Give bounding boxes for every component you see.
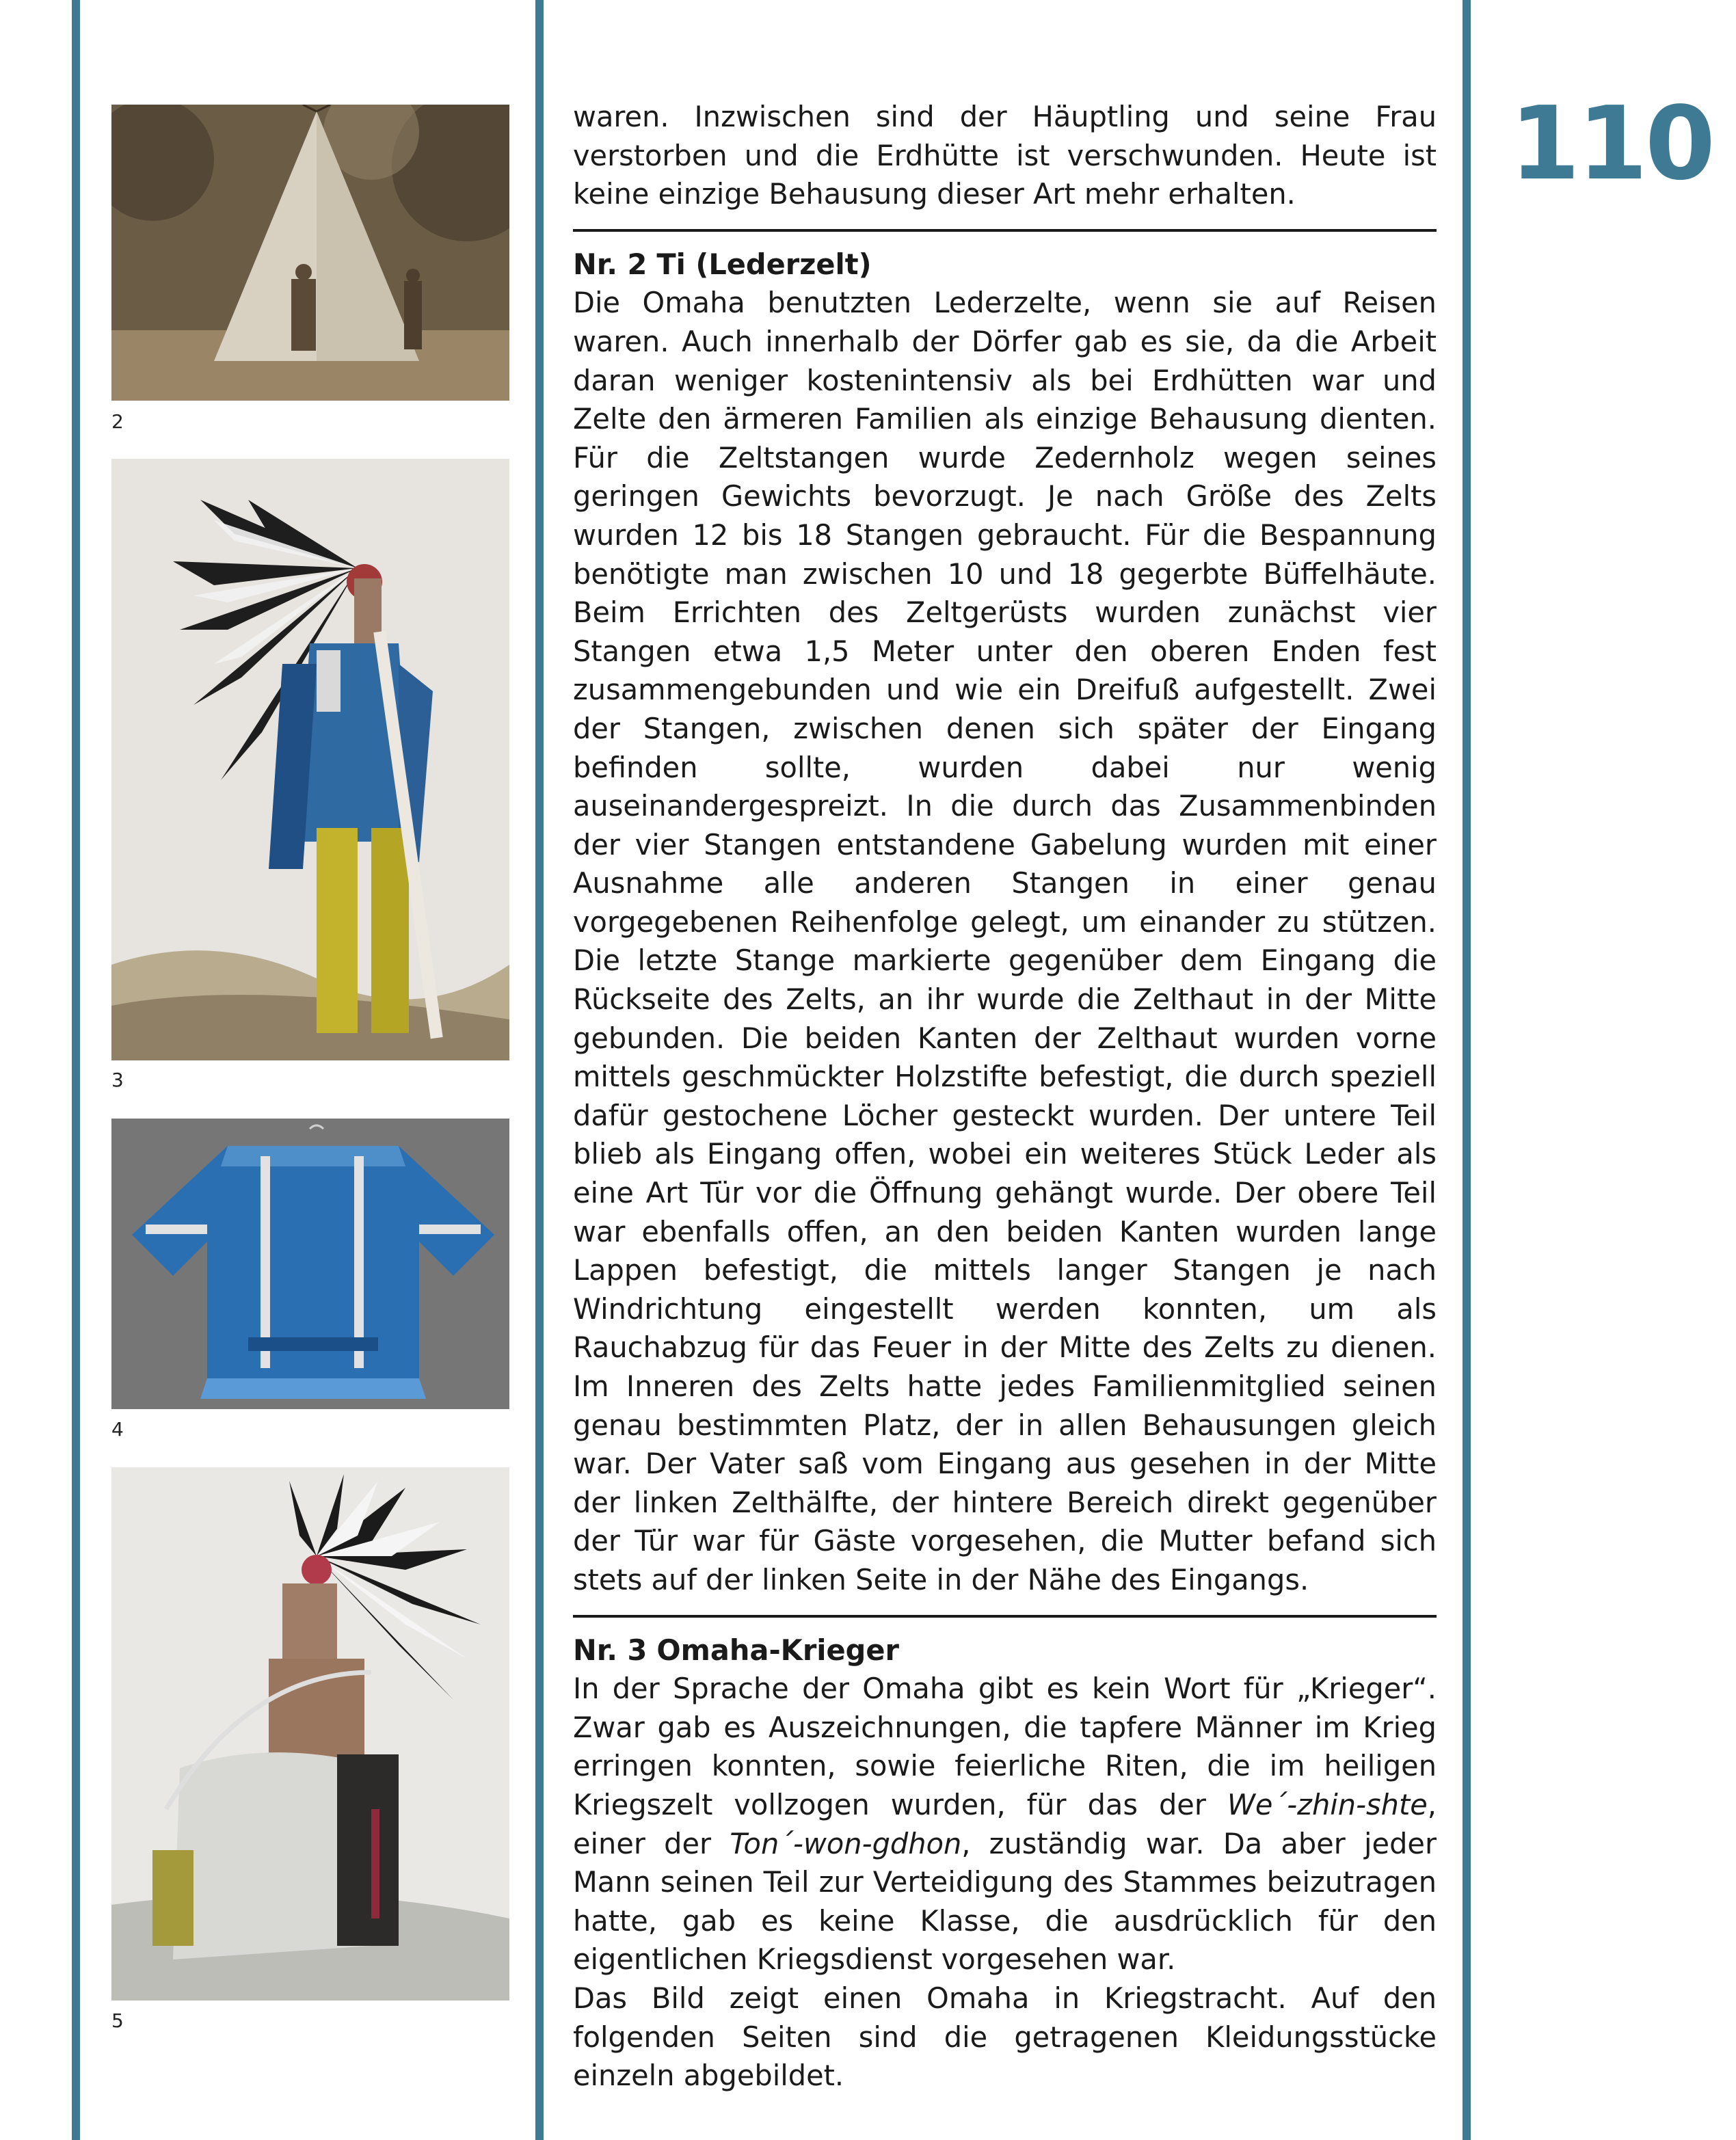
section-body	[573, 1670, 1437, 1979]
page-number: 110	[1510, 85, 1713, 202]
body-text: , einer der	[573, 1787, 1437, 1860]
section-body: Die Omaha benutzten Lederzelte, wenn sie auf Reisen waren. Auch innerhalb der Dörfer gab es sie, da die Arbeit daran weniger kostenintensiv als bei Erdhütten war und Zelte den ärmeren Familien als einzige Behausung dienten. Für die Zeltstangen wurde Zedernholz wegen seines geringen Gewichts bevorzugt. Je nach Größe des Zelts wurden 12 bis 18 Stangen gebraucht. Für die Bespannung benötigte man zwischen 10 und 18 gegerbte Büffelhäute. Beim Errichten des Zeltgerüsts wurden zunächst vier Stangen etwa 1,5 Meter unter den oberen Enden fest zusammengebunden und wie ein Dreifuß aufgestellt. Zwei der Stangen, zwischen denen sich später der Eingang befinden sollte, wurden dabei nur wenig auseinandergespreizt. In die durch das Zusammenbinden der vier Stangen entstandene Gabelung wurden mit einer Ausnahme alle anderen Stangen in einer genau vorgegebenen Reihenfolge gelegt, um einander zu stützen. Die letzte Stange markierte gegenüber dem Eingang die Rückseite des Zelts, an ihr wurde die Zelthaut in der Mitte gebunden. Die beiden Kanten der Zelthaut wurden vorne mittels geschmückter Holzstifte befestigt, die durch speziell dafür gestochene Löcher gesteckt wurden. Der untere Teil blieb als Eingang offen, wobei ein weiteres Stück Leder als eine Art Tür vor die Öffnung gehängt wurde. Der obere Teil war ebenfalls offen, an den beiden Kanten wurden lange Lappen befestigt, die mittels langer Stangen je nach Windrichtung eingestellt werden konnten, um als Rauchabzug für das Feuer in der Mitte des Zelts zu dienen. Im Inneren des Zelts hatte jedes Familienmitglied seinen genau bestimmten Platz, der in allen Behausungen gleich war. Der Vater saß vom Eingang aus gesehen in der Mitte der linken Zelthälfte, der hintere Bereich direkt gegenüber der Tür war für Gäste vorgesehen, die Mutter befand sich stets auf der linken Seite in der Nähe des Eingangs.	[573, 286, 1437, 1596]
figure-label: 4	[111, 1418, 124, 1441]
figure-label: 5	[111, 2009, 124, 2032]
column-divider-rule	[535, 0, 544, 2140]
section-title: Ti (Lederzelt)	[656, 247, 872, 281]
omaha-term: We´-zhin-shte	[1227, 1787, 1428, 1821]
body-text: In der Sprache der Omaha gibt es kein Wort für „Krieger“. Zwar gab es Auszeichnungen, die tapfere Männer im Krieg erringen konnten, sowie feierliche Riten, die im heiligen Kriegszelt vollzogen wurden, für das der	[573, 1672, 1437, 1821]
figure-tipi-photo	[111, 105, 509, 401]
section-heading	[573, 1631, 1437, 1670]
figure-seated-warrior	[111, 1467, 509, 2001]
intro-paragraph: waren. Inzwischen sind der Häuptling und seine Frau verstorben und die Erdhütte ist verschwunden. Heute ist keine einzige Behausung dieser Art mehr erhalten.	[573, 100, 1437, 211]
figure-beaded-shirt	[111, 1119, 509, 1409]
section-heading	[573, 245, 1437, 284]
figure-label: 2	[111, 410, 124, 433]
section-body: Das Bild zeigt einen Omaha in Kriegstracht. Auf den folgenden Seiten sind die getragenen Kleidungsstücke einzeln abgebildet.	[573, 1981, 1437, 2093]
section-number: Nr. 2	[573, 247, 647, 281]
section-title: Omaha-Krieger	[656, 1633, 899, 1667]
left-border-rule	[72, 0, 80, 2140]
section-divider	[573, 229, 1437, 232]
section-number: Nr. 3	[573, 1633, 647, 1667]
article-text-column	[573, 98, 1437, 2096]
section-divider	[573, 1615, 1437, 1618]
body-text: , zuständig war. Da aber jeder Mann seinen Teil zur Verteidigung des Stammes beizutragen hatte, gab es keine Klasse, die ausdrücklich für den eigentlichen Kriegsdienst vorgesehen war.	[573, 1826, 1437, 1977]
figure-label: 3	[111, 1069, 124, 1091]
omaha-term: Ton´-won-gdhon	[730, 1826, 962, 1860]
right-border-rule	[1463, 0, 1471, 2140]
figure-warrior-headdress	[111, 459, 509, 1060]
